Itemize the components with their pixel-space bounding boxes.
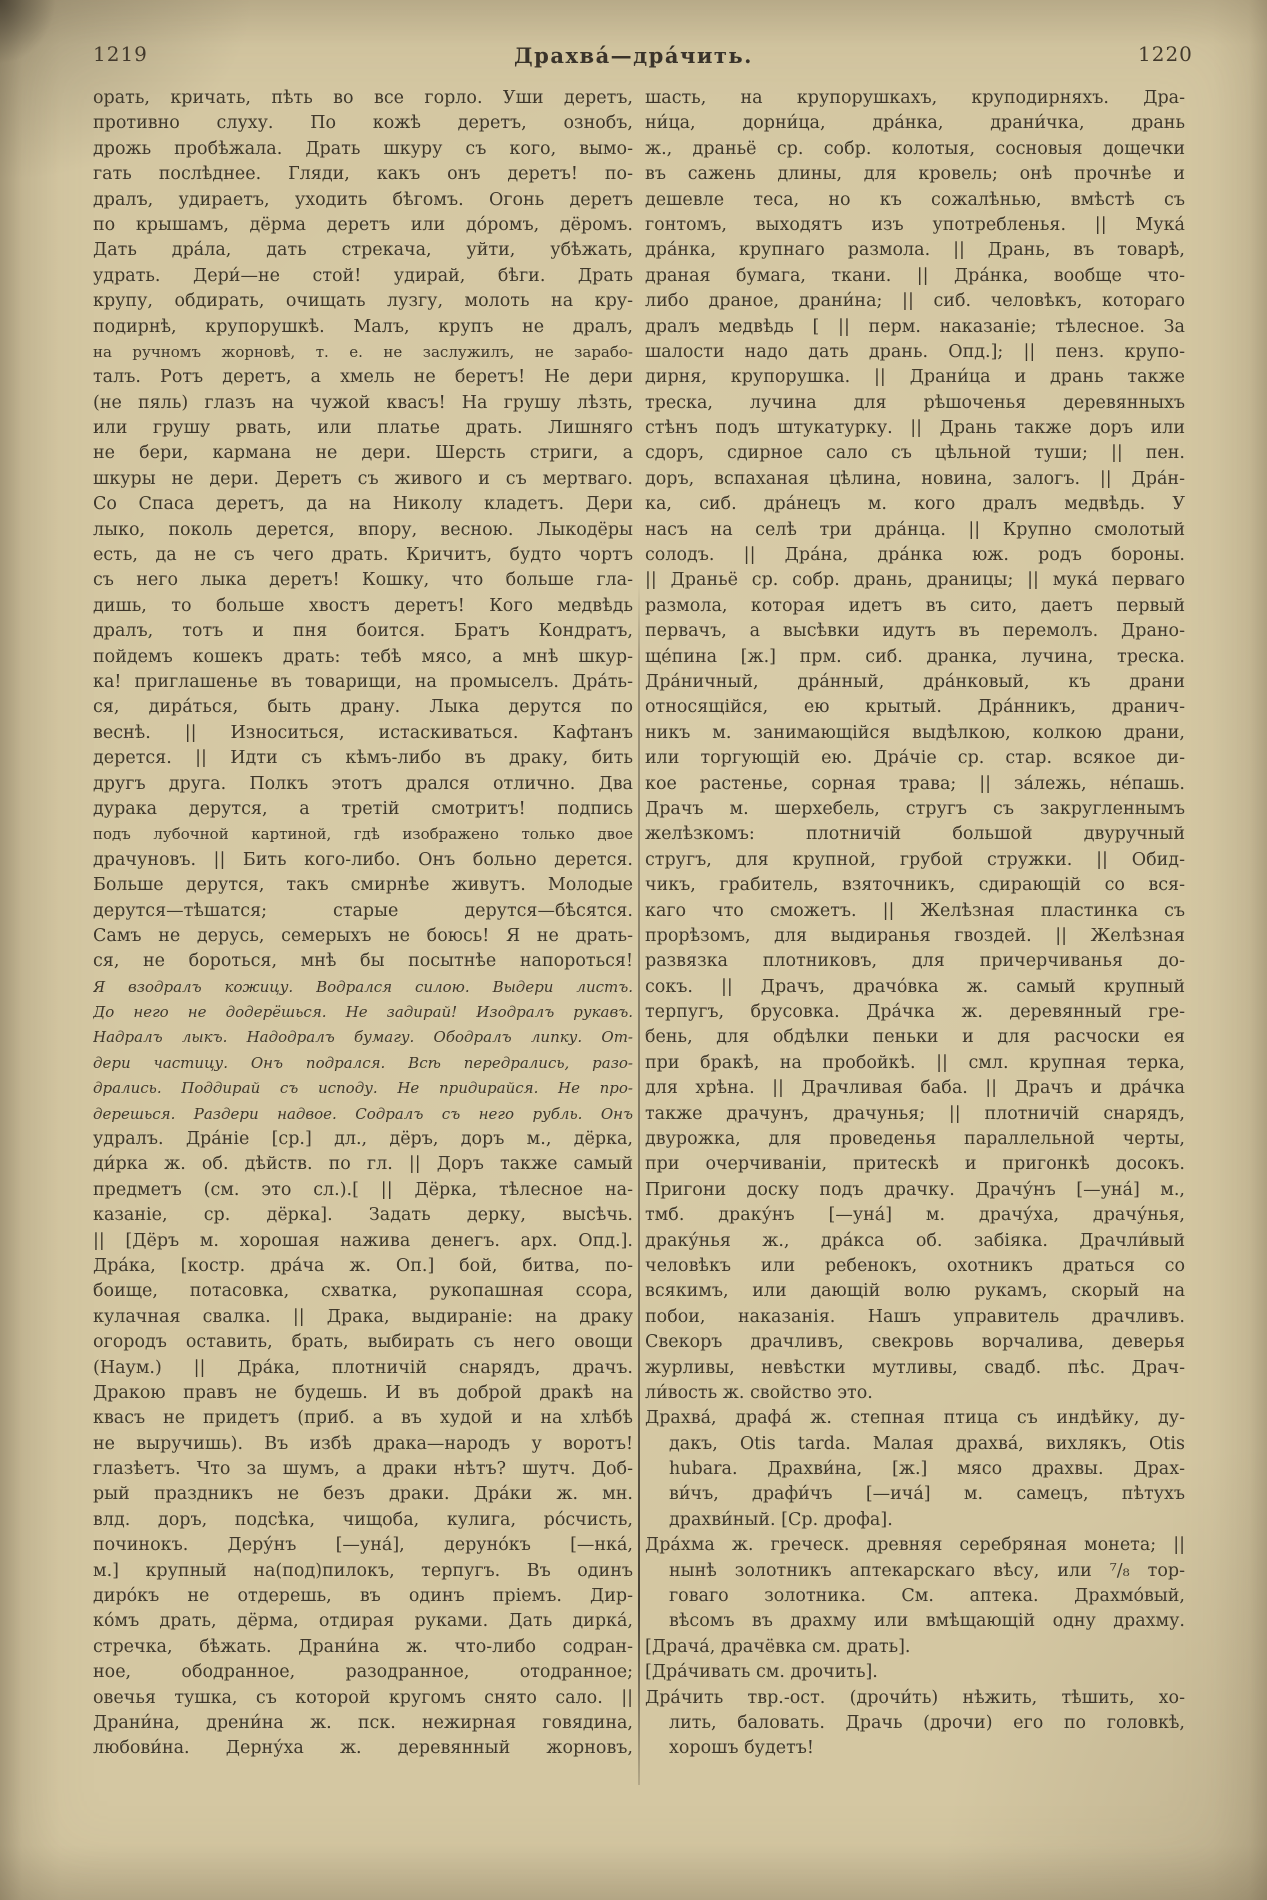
text-line: (Наум.) || Дра́ка, плотничій снарядъ, драчъ. <box>93 1357 633 1378</box>
text-line: ко́мъ драть, дёрма, отдирая руками. Дать дирка́, <box>93 1611 633 1632</box>
text-line: Дать дра́ла, дать стрекача, уйти, убѣжать, <box>93 240 633 261</box>
text-line: никъ м. занимающійся выдѣлкою, колкою драни, <box>645 722 1185 743</box>
text-line: или торгующій ею. Дра́чіе ср. стар. всякое ди- <box>645 748 1185 769</box>
text-line: солодъ. || Дра́на, дра́нка юж. родъ бороны. <box>645 545 1185 566</box>
text-line: дра́нка, крупнаго размола. || Дрань, въ товарѣ, <box>645 240 1185 261</box>
column-divider-rule <box>638 580 640 1785</box>
text-line: при очерчиваніи, притескѣ и пригонкѣ досокъ. <box>645 1154 1185 1175</box>
text-line: любови́на. Дерну́ха ж. деревянный жорновъ, <box>93 1738 633 1759</box>
text-line: каго что сможетъ. || Желѣзная пластинка съ <box>645 900 1185 921</box>
text-line: нынѣ золотникъ аптекарскаго вѣсу, или ⁷/₈ тор- <box>669 1560 1185 1581</box>
text-line: съ него лыка деретъ! Кошку, что больше гла- <box>93 570 633 591</box>
text-line: кое растенье, сорная трава; || за́лежь, не́пашь. <box>645 773 1185 794</box>
text-line: овечья тушка, съ которой кругомъ снято сало. || <box>93 1687 633 1708</box>
running-title: Драхва́—дра́чить. <box>514 43 753 68</box>
text-line: пойдемъ кошекъ драть: тебѣ мясо, а мнѣ шкур- <box>93 646 633 667</box>
text-line: ще́пина [ж.] прм. сиб. дранка, лучина, треска. <box>645 646 1185 667</box>
left-column <box>93 86 633 1762</box>
text-line: Дра́ничный, дра́нный, дра́нковый, къ драни <box>645 671 1185 692</box>
text-line: [Драча́, драчёвка см. драть]. <box>645 1636 911 1657</box>
text-line: ли́вость ж. свойство это. <box>645 1382 873 1403</box>
text-line: крупу, обдирать, очищать лузгу, молоть на кру- <box>93 291 633 312</box>
text-line: ся, не бороться, мнѣ бы посытнѣе напороться! <box>93 951 633 972</box>
text-line: ка! приглашенье въ товарищи, на промыселъ. Дра́ть- <box>93 671 633 692</box>
page-number-left: 1219 <box>93 42 148 66</box>
text-line: стругъ, для крупной, грубой стружки. || Обид- <box>645 849 1185 870</box>
text-line: ка, сиб. дра́нецъ м. кого дралъ медвѣдь. У <box>645 494 1185 515</box>
text-line: шкуры не дери. Деретъ съ живого и съ мертваго. <box>93 468 633 489</box>
text-line: казаніе, ср. дёрка]. Задать дерку, высѣчь. <box>93 1205 633 1226</box>
text-line: кулачная свалка. || Драка, выдираніе: на драку <box>93 1306 633 1327</box>
text-line: дишь, то больше хвостъ деретъ! Кого медвѣдь <box>93 595 633 616</box>
text-line: дерутся—тѣшатся; старые дерутся—бѣсятся. <box>93 900 633 921</box>
text-line: дирня, крупорушка. || Драни́ца и дрань также <box>645 367 1185 388</box>
text-line: противно слуху. По кожѣ деретъ, ознобъ, <box>93 113 633 134</box>
text-line: человѣкъ или ребенокъ, охотникъ драться со <box>645 1255 1185 1276</box>
text-line: предметъ (см. это сл.).[ || Дёрка, тѣлесное на- <box>93 1179 633 1200</box>
text-line: размола, которая идетъ въ сито, даетъ первый <box>645 595 1185 616</box>
text-line: не бери, кармана не дери. Шерсть стриги, а <box>93 443 633 464</box>
text-line: дери частицу. Онъ подрался. Всѣ передрались, разо- <box>93 1053 633 1072</box>
text-line: рый праздникъ не безъ драки. Дра́ки ж. мн. <box>93 1484 633 1505</box>
text-line: для хрѣна. || Драчливая баба. || Драчъ и дра́чка <box>645 1078 1185 1099</box>
text-line: Драни́на, дрени́на ж. пск. нежирная говядина, <box>93 1713 633 1733</box>
text-line: Я взодралъ кожицу. Водрался силою. Выдери листъ. <box>93 977 633 996</box>
text-line: лыко, поколь дерется, впору, весною. Лыкодёры <box>93 519 633 540</box>
text-line: стѣнъ подъ штукатурку. || Дрань также доръ или <box>645 418 1185 439</box>
text-line: двурожка, для проведенья параллельной черты, <box>645 1129 1185 1150</box>
text-line: Дра́чить твр.-ост. (дрочи́ть) нѣжить, тѣшить, хо- <box>645 1687 1185 1708</box>
text-line: на ручномъ жорновѣ, т. е. не заслужилъ, не зарабо- <box>93 342 633 361</box>
text-line: не выручишь). Въ избѣ драка—народъ у воротъ! <box>93 1433 633 1454</box>
text-line: по крышамъ, дёрма деретъ или до́ромъ, дёромъ. <box>93 214 633 235</box>
text-line: прорѣзомъ, для выдиранья гвоздей. || Желѣзная <box>645 925 1185 946</box>
text-line: ди́рка ж. об. дѣйств. по гл. || Доръ также самый <box>93 1154 633 1175</box>
text-line: треска, лучина для рѣшоченья деревянныхъ <box>645 392 1185 413</box>
text-line: Со Спаса деретъ, да на Николу кладетъ. Дери <box>93 494 633 515</box>
text-line: хорошъ будетъ! <box>669 1738 814 1759</box>
text-line: hubara. Драхви́на, [ж.] мясо драхвы. Драх- <box>669 1459 1185 1480</box>
text-line: шасть, на крупорушкахъ, круподирняхъ. Дра- <box>645 88 1185 108</box>
text-line: удралъ. Дра́ніе [ср.] дл., дёръ, доръ м., дёрка, <box>93 1129 633 1150</box>
text-line: драку́нья ж., дра́кса об. забіяка. Драчли́вый <box>645 1230 1185 1251</box>
text-line: подирнѣ, крупорушкѣ. Малъ, крупъ не дралъ, <box>93 316 633 337</box>
text-line: другъ друга. Полкъ этотъ дрался отлично. Два <box>93 773 633 794</box>
text-line: драхви́ный. [Ср. дрофа]. <box>669 1509 893 1530</box>
text-line: или грушу рвать, или платье драть. Лишняго <box>93 418 633 439</box>
text-line: ж., драньё ср. собр. колотыя, сосновыя дощечки <box>645 138 1185 159</box>
text-line: журливы, невѣстки мутливы, свадб. пѣс. Драч- <box>645 1357 1185 1378</box>
text-line: драная бумага, ткани. || Дра́нка, вообще что- <box>645 265 1185 286</box>
text-line: Драхва́, драфа́ ж. степная птица съ индѣйку, ду- <box>645 1408 1185 1429</box>
text-line: либо драное, драни́на; || сиб. человѣкъ, котораго <box>645 291 1185 312</box>
text-line: дерется. || Идти съ кѣмъ-либо въ драку, бить <box>93 748 633 769</box>
text-line: боище, потасовка, схватка, рукопашная ссора, <box>93 1281 633 1302</box>
text-line: диро́къ не отдерешь, въ одинъ пріемъ. Дир- <box>93 1586 633 1607</box>
text-line: дешевле теса, но къ сожалѣнью, вмѣстѣ съ <box>645 189 1185 210</box>
text-line: веснѣ. || Износиться, истаскиваться. Кафтанъ <box>93 722 633 743</box>
text-line: лить, баловать. Драчь (дрочи) его по головкѣ, <box>669 1713 1185 1733</box>
text-line: ни́ца, дорни́ца, дра́нка, драни́чка, дрань <box>645 113 1185 134</box>
text-line: Свекоръ драчливъ, свекровь ворчалива, деверья <box>645 1332 1185 1353</box>
text-line: дурака дерутся, а третій смотритъ! подпись <box>93 798 633 819</box>
text-line: бень, для обдѣлки пеньки и для расчоски ея <box>645 1027 1185 1048</box>
text-line: желѣзкомъ: плотничій большой двуручный <box>645 824 1185 845</box>
text-line: квасъ не придетъ (приб. а въ худой и на хлѣбѣ <box>93 1408 633 1429</box>
text-line: подъ лубочной картиной, гдѣ изображено только двое <box>93 825 633 844</box>
text-line: есть, да не съ чего драть. Кричитъ, будто чортъ <box>93 545 633 566</box>
text-line: (не пяль) глазъ на чужой квасъ! На грушу лѣзть, <box>93 392 633 413</box>
text-line: относящійся, ею крытый. Дра́нникъ, дранич- <box>645 697 1185 718</box>
text-line: тмб. драку́нъ [—уна́] м. драчу́ха, драчу́нья, <box>645 1205 1185 1226</box>
text-line: Дра́ка, [костр. дра́ча ж. Оп.] бой, битва, по- <box>93 1255 633 1276</box>
text-line: въ сажень длины, для кровель; онѣ прочнѣе и <box>645 164 1185 185</box>
page-number-right: 1220 <box>1138 42 1193 66</box>
text-line: чикъ, грабитель, взяточникъ, сдирающій со вся- <box>645 875 1185 896</box>
text-line: || [Дёръ м. хорошая нажива денегъ. арх. Опд.]. <box>93 1230 633 1251</box>
text-line: дралъ, тотъ и пня боится. Братъ Кондратъ, <box>93 621 633 642</box>
text-line: при бракѣ, на пробойкѣ. || смл. крупная терка, <box>645 1052 1185 1073</box>
text-line: глазѣетъ. Что за шумъ, а драки нѣтъ? шутч. Доб- <box>93 1459 633 1480</box>
text-line: Надралъ лыкъ. Надодралъ бумагу. Ободралъ липку. От- <box>93 1028 633 1047</box>
text-line: дралъ медвѣдь [ || перм. наказаніе; тѣлесное. За <box>645 316 1185 337</box>
text-line: говаго золотника. См. аптека. Драхмо́вый, <box>669 1586 1185 1607</box>
text-line: шалости надо дать дрань. Опд.]; || пенз. крупо- <box>645 341 1185 362</box>
text-line: Дракою правъ не будешь. И въ доброй дракѣ на <box>93 1382 633 1403</box>
text-line: стречка, бѣжать. Драни́на ж. что-либо содран- <box>93 1636 633 1657</box>
text-line: первачъ, а высѣвки идутъ въ перемолъ. Драно- <box>645 621 1185 642</box>
text-line: [Дра́чивать см. дрочить]. <box>645 1662 878 1683</box>
text-line: дрожь пробѣжала. Драть шкуру съ кого, вымо- <box>93 138 633 159</box>
text-line: Дра́хма ж. греческ. древняя серебряная монета; || <box>645 1535 1185 1556</box>
text-line: также драчунъ, драчунья; || плотничій снарядъ, <box>645 1103 1185 1124</box>
text-line: талъ. Ротъ деретъ, а хмель не беретъ! Не дери <box>93 367 633 388</box>
text-line: вѣсомъ въ драхму или вмѣщающій одну драхму. <box>669 1611 1185 1632</box>
text-line: Драчъ м. шерхебель, стругъ съ закругленнымъ <box>645 798 1185 819</box>
text-line: всякимъ, или дающій волю рукамъ, скорый на <box>645 1281 1185 1302</box>
text-line: ное, ободранное, разодранное, отодранное; <box>93 1662 633 1683</box>
text-line: гать послѣднее. Гляди, какъ онъ деретъ! по- <box>93 164 633 185</box>
text-line: дерешься. Раздери надвое. Содралъ съ него рубль. Онъ <box>93 1104 633 1123</box>
text-line: гонтомъ, выходятъ изъ употребленья. || Мука́ <box>645 214 1185 235</box>
page-header <box>0 42 1267 74</box>
text-line: сдоръ, сдирное сало съ цѣльной туши; || пен. <box>645 443 1185 464</box>
text-line: ви́чъ, драфи́чъ [—ича́] м. самецъ, пѣтухъ <box>669 1484 1185 1505</box>
text-line: доръ, вспаханая цѣлина, новина, залогъ. || Дра́н- <box>645 468 1185 489</box>
text-line: орать, кричать, пѣть во все горло. Уши деретъ, <box>93 88 633 108</box>
text-line: огородъ оставить, брать, выбирать съ него овощи <box>93 1332 633 1353</box>
text-line: драчуновъ. || Бить кого-либо. Онъ больно дерется. <box>93 849 633 870</box>
text-line: удрать. Дери́—не стой! удирай, бѣги. Драть <box>93 265 633 286</box>
text-line: Больше дерутся, такъ смирнѣе живутъ. Молодые <box>93 875 633 896</box>
text-line: развязка плотниковъ, для причерчиванья до- <box>645 951 1185 972</box>
text-line: починокъ. Деру́нъ [—уна́], деруно́къ [—нка́, <box>93 1535 633 1556</box>
text-line: дралъ, удираетъ, уходить бѣгомъ. Огонь деретъ <box>93 189 633 210</box>
text-line: терпугъ, брусовка. Дра́чка ж. деревянный гре- <box>645 1002 1185 1023</box>
text-line: побои, наказанія. Нашъ управитель драчливъ. <box>645 1306 1185 1327</box>
right-column <box>645 86 1185 1762</box>
text-line: дрались. Поддирай съ исподу. Не придирайся. Не про- <box>93 1079 633 1098</box>
text-line: насъ на селѣ три дра́нца. || Крупно смолотый <box>645 519 1185 540</box>
text-line: Самъ не дерусь, семерыхъ не боюсь! Я не драть- <box>93 925 633 946</box>
text-line: дакъ, Otis tarda. Малая драхва́, вихлякъ, Otis <box>669 1433 1185 1454</box>
text-line: сокъ. || Драчъ, драчо́вка ж. самый крупный <box>645 976 1185 997</box>
text-line: м.] крупный на(под)пилокъ, терпугъ. Въ одинъ <box>93 1560 633 1581</box>
text-line: Пригони доску подъ драчку. Драчу́нъ [—уна́] м., <box>645 1179 1185 1200</box>
text-line: ся, дира́ться, быть драну. Лыка дерутся по <box>93 697 633 718</box>
text-line: влд. доръ, подсѣка, чищоба, кулига, ро́счисть, <box>93 1509 633 1530</box>
text-line: До него не додерёшься. Не задирай! Изодралъ рукавъ. <box>93 1003 633 1022</box>
text-line: || Драньё ср. собр. дрань, драницы; || мука́ перваго <box>645 570 1185 591</box>
